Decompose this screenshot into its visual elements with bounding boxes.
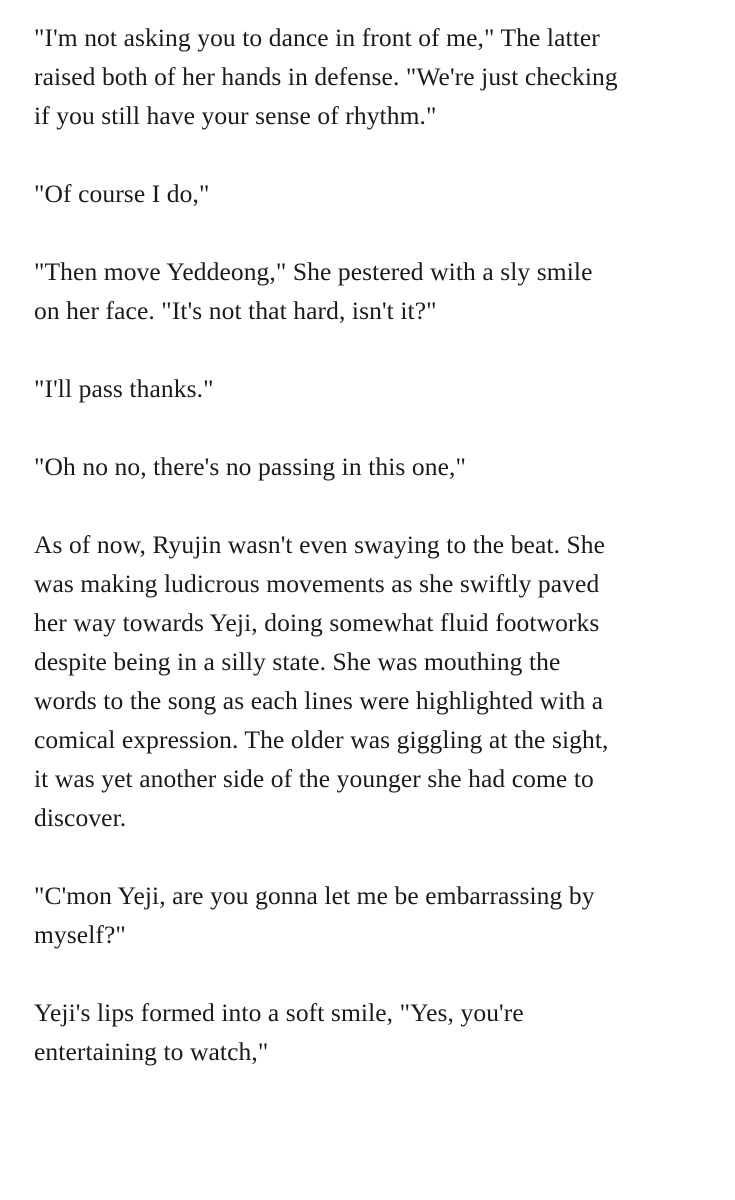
paragraph xyxy=(34,447,701,486)
text-line: words to the song as each lines were highlighted with a xyxy=(34,686,604,715)
paragraph xyxy=(34,525,701,837)
paragraph xyxy=(34,369,701,408)
text-line: "Then move Yeddeong," She pestered with a sly smile xyxy=(34,257,593,286)
text-line: entertaining to watch," xyxy=(34,1037,269,1066)
text-line: "Oh no no, there's no passing in this one," xyxy=(34,452,467,481)
text-line: comical expression. The older was giggling at the sight, xyxy=(34,725,609,754)
text-line: despite being in a silly state. She was mouthing the xyxy=(34,647,561,676)
paragraph xyxy=(34,252,701,330)
text-line: "C'mon Yeji, are you gonna let me be embarrassing by xyxy=(34,881,595,910)
text-line: if you still have your sense of rhythm." xyxy=(34,101,437,130)
text-line: on her face. "It's not that hard, isn't it?" xyxy=(34,296,437,325)
paragraph xyxy=(34,18,701,135)
text-line: "I'll pass thanks." xyxy=(34,374,214,403)
text-line: it was yet another side of the younger she had come to xyxy=(34,764,594,793)
text-line: her way towards Yeji, doing somewhat fluid footworks xyxy=(34,608,600,637)
text-line: myself?" xyxy=(34,920,126,949)
text-line: was making ludicrous movements as she swiftly paved xyxy=(34,569,600,598)
text-line: "Of course I do," xyxy=(34,179,210,208)
paragraph xyxy=(34,174,701,213)
text-line: raised both of her hands in defense. "We're just checking xyxy=(34,62,618,91)
text-line: As of now, Ryujin wasn't even swaying to the beat. She xyxy=(34,530,606,559)
text-line: "I'm not asking you to dance in front of me," The latter xyxy=(34,23,600,52)
paragraph xyxy=(34,876,701,954)
paragraph xyxy=(34,993,701,1071)
text-line: discover. xyxy=(34,803,127,832)
text-line: Yeji's lips formed into a soft smile, "Yes, you're xyxy=(34,998,524,1027)
